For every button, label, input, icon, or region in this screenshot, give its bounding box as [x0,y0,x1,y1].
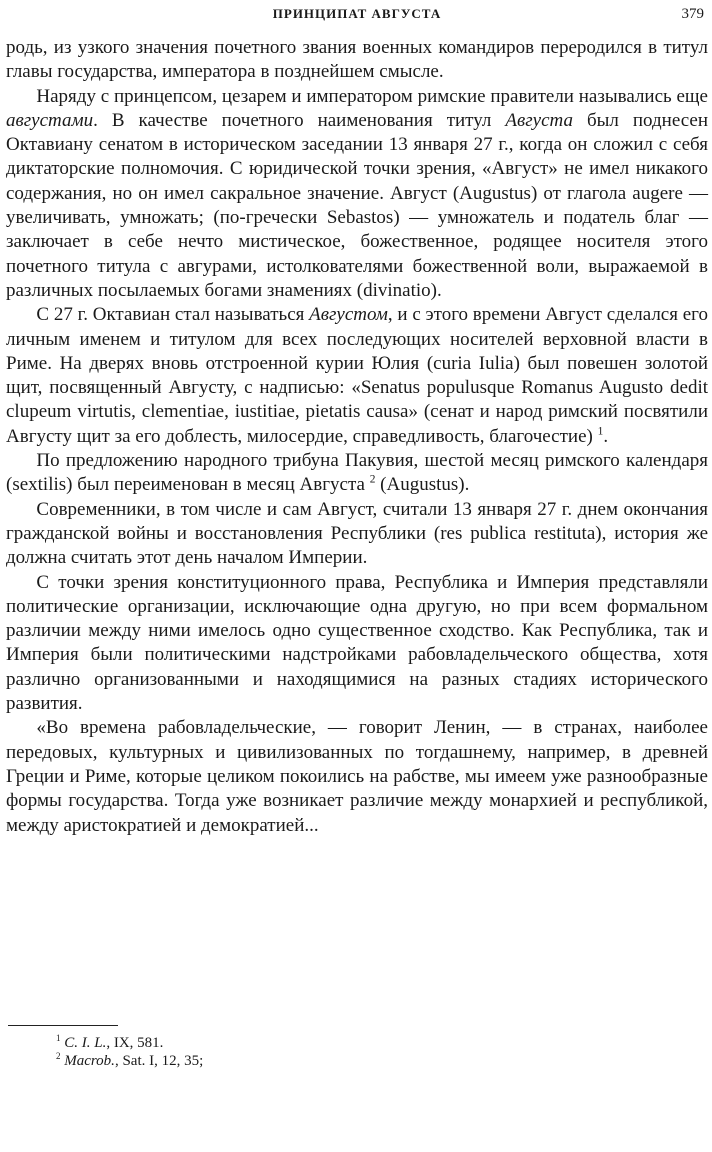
text-run: , Sat. I, 12, 35; [114,1053,204,1069]
italic-term: Августом [309,304,388,326]
italic-term: Macrob. [64,1053,115,1069]
paragraph [6,571,708,717]
text-run: По предложению народного трибуна Пакувия, шестой месяц римского календаря (sextilis) был переименован в месяц Августа [6,450,708,496]
text-run: . В качестве почетного наименования титул [93,109,506,131]
paragraph [6,303,708,449]
paragraph [6,716,708,837]
paragraph [6,85,708,304]
footnote-divider [8,1025,118,1026]
footnote [56,1034,203,1052]
running-head [6,6,708,28]
footnote-ref[interactable]: 2 [369,474,376,487]
text-run: . [603,425,609,447]
italic-term: августами [6,109,94,131]
footnote [56,1052,203,1070]
paragraph [6,449,708,498]
page-number: 379 [681,6,704,22]
text-run: Современники, в том числе и сам Август, считали 13 января 27 г. днем окончания гражданской войны и восстановления Республики (res publica restituta), история же должна считать этот день началом Империи. [6,498,708,569]
text-run: С точки зрения конституционного права, Республика и Империя представляли политические организации, исключающие одна другую, но при всем формальном различии между ними имелось одно существенное сходство. Как Республика, так и Империя были политическими надстройками рабовладельческого общества, хотя различно организованными и находящимися на разных стадиях исторического развития. [6,571,708,715]
footnotes [56,1034,203,1070]
italic-term: C. I. L. [64,1035,107,1051]
footnote-mark: 1 [56,1033,61,1043]
paragraph [6,498,708,571]
text-run: родь, из узкого значения почетного звания военных командиров переродился в титул главы государства, императора в позднейшем смысле. [6,37,708,83]
text-run: , и с этого времени Август сделался его личным именем и титулом для всех последующих носителей верховной власти в Риме. На дверях вновь отстроенной курии Юлия (curia Iulia) был повешен золотой щит, посвященный Августу, с надписью: «Senatus populusque Romanus Augusto dedit clupeum virtutis, clementiae, iustitiae, pietatis causa» (сенат и народ римский посвятили Августу щит за его доблесть, милосердие, справедливость, благочестие) [6,304,708,447]
text-run: был поднесен Октавиану сенатом в историческом заседании 13 января 27 г., когда он сложил с себя диктаторские полномочия. С юридической точки зрения, «Август» не имел никакого содержания, но он имел сакральное значение. Август (Augustus) от глагола augere — увеличивать, умножать; (по-гречески Sebastos) — умножатель и податель благ — заключает в себе нечто мистическое, божественное, родящее носителя этого почетного титула с авгурами, истолкователями божественной воли, выражаемой в различных посылаемых богами знамениях (divinatio). [6,109,709,301]
footnote-mark: 2 [56,1051,61,1061]
footnote-ref[interactable]: 1 [597,425,604,438]
text-run: «Во времена рабовладельческие, — говорит Ленин, — в странах, наиболее передовых, культурных и цивилизованных по тогдашнему, например, в древней Греции и Риме, которые целиком покоились на рабстве, мы имеем уже разнообразные формы государства. Тогда уже возникает различие между монархией и республикой, между аристократией и демократией... [6,717,708,836]
text-run: (Augustus). [375,474,470,496]
text-run: Наряду с принцепсом, цезарем и императором римские правители назывались еще [36,85,708,107]
paragraph [6,36,708,85]
running-title: ПРИНЦИПАТ АВГУСТА [272,6,442,21]
text-run: С 27 г. Октавиан стал называться [36,304,310,326]
text-run: , IX, 581. [106,1035,164,1051]
body-text [6,36,708,838]
italic-term: Августа [505,109,573,131]
